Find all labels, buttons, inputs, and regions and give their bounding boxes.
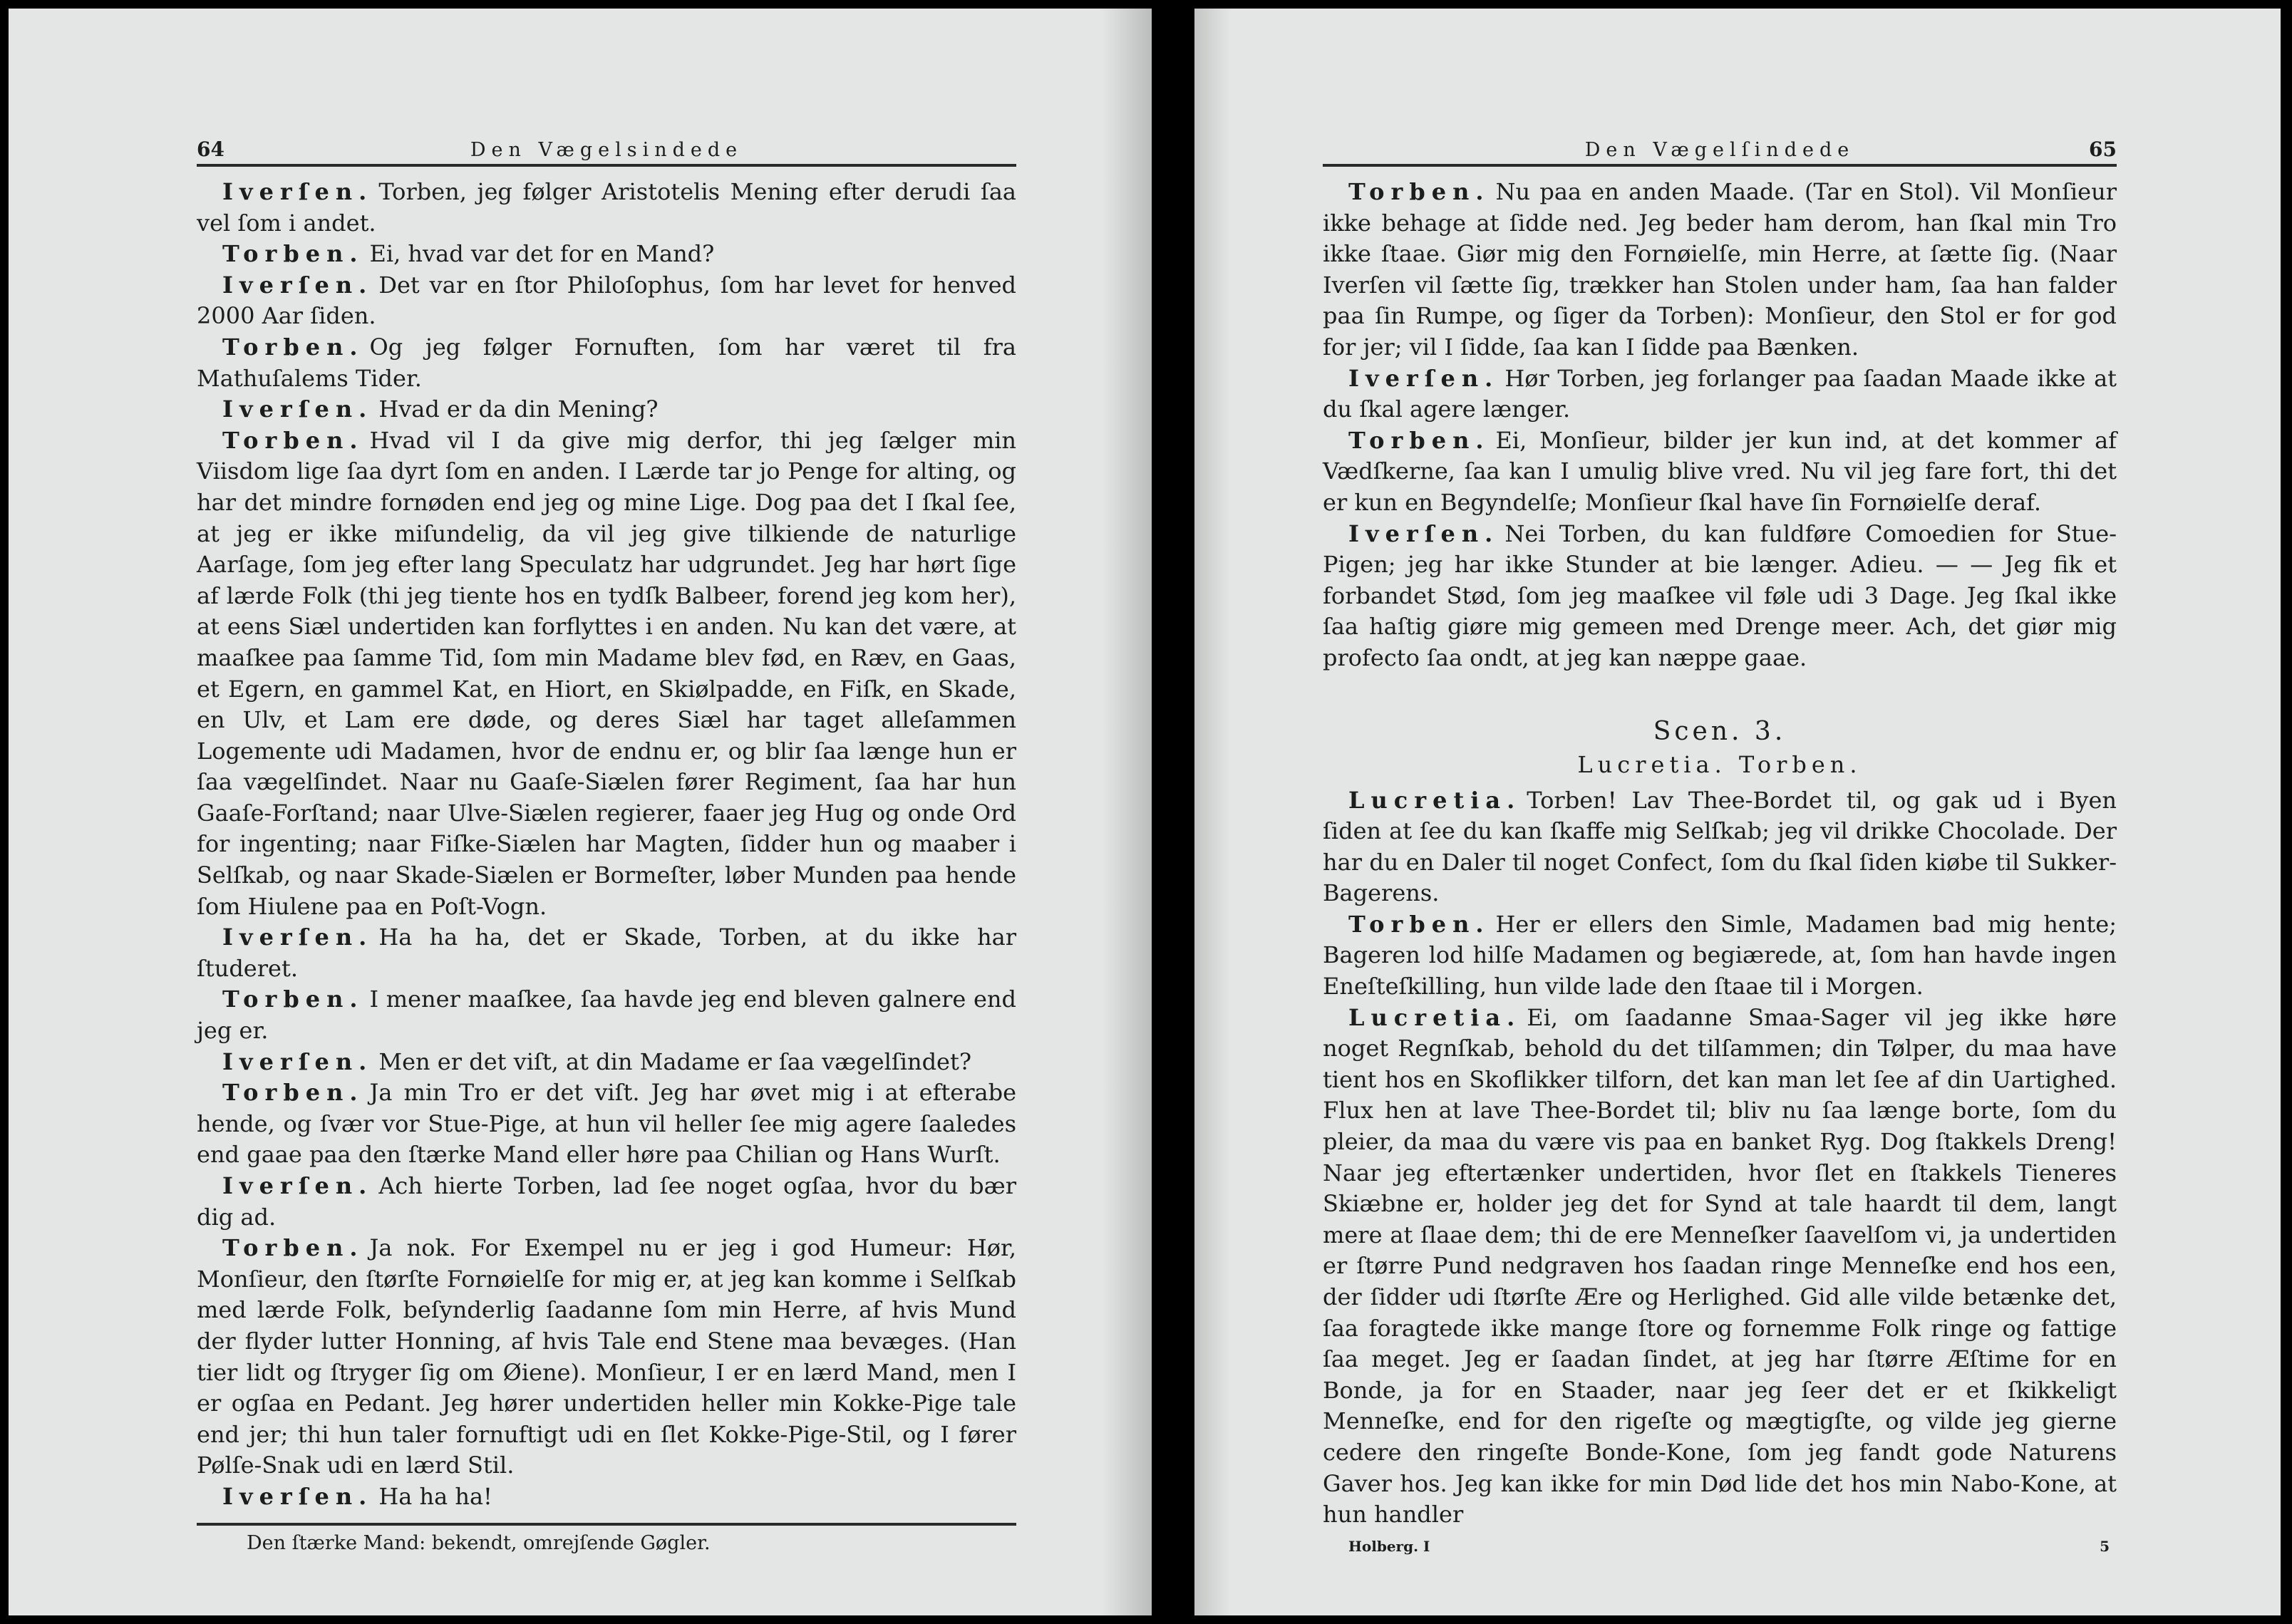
speech-text: Hvad vil I da give mig derfor, thi jeg ſælger min Viisdom lige ſaa dyrt ſom en anden. I Lærde tar jo Penge for alting, og har det mindre fornøden end jeg og mine Lige. Dog paa det I ſkal ſee, at jeg er ikke miſundelig, da vil jeg give tilkiende de naturlige Aarſage, ſom jeg efter lang Speculatz har udgrundet. Jeg har hørt ſige af lærde Folk (thi jeg tiente hos en tydſk Balbeer, forend jeg kom her), at eens Siæl undertiden kan forflyttes i en anden. Nu kan det være, at maaſkee paa ſamme Tid, ſom min Madame blev fød, en Ræv, en Gaas, et Egern, en gammel Kat, en Hiort, en Skiølpadde, en Fiſk, en Skade, en Ulv, et Lam ere døde, og deres Siæl har taget alleſammen Logemente udi Madamen, hvor de endnu er, og blir ſaa længe hun er ſaa vægelſindet. Naar nu Gaaſe-Siælen fører Regiment, ſaa har hun Gaaſe-Forſtand; naar Ulve-Siælen regierer, faaer jeg Hug og onde Ord for ingenting; naar Fiſke-Siælen har Magten, ſidder hun og maaber i Selſkab, og naar Skade-Siælen er Bormeſter, løber Munden paa hende ſom Hiulene paa en Poſt-Vogn. (197, 426, 1016, 920)
speaker-name: Torben. (1348, 910, 1490, 938)
speaker-name: Torben. (222, 240, 364, 268)
dialogue-text (197, 177, 1016, 1513)
footnote: Den ſtærke Mand: bekendt, omrejſende Gøgler. (247, 1531, 711, 1554)
speech-text: Ha ha ha! (378, 1482, 492, 1510)
speaker-name: Lucretia. (1348, 786, 1522, 814)
speaker-name: Iverſen. (222, 395, 373, 423)
speech (1323, 177, 2117, 363)
speaker-name: Iverſen. (222, 924, 373, 951)
gutter-shadow (1194, 9, 1230, 1615)
speech (197, 1047, 1016, 1078)
speech (1323, 909, 2117, 1003)
speech-text: Ei, hvad var det for en Mand? (369, 240, 715, 268)
scene-cast: Lucretia. Torben. (1577, 750, 1862, 778)
gutter-shadow (1102, 9, 1152, 1615)
speech (197, 177, 1016, 239)
speech (197, 239, 1016, 270)
speech (197, 270, 1016, 332)
page-number: 65 (2089, 138, 2117, 161)
left-page (9, 9, 1152, 1615)
speaker-name: Torben. (222, 1079, 364, 1107)
speaker-name: Iverſen. (1348, 519, 1499, 547)
speech (1323, 785, 2117, 909)
speech-text: Og jeg følger Fornuften, ſom har været til fra Mathuſalems Tider. (197, 333, 1016, 392)
speech-text: Hvad er da din Mening? (378, 395, 659, 423)
signature-line (1323, 1538, 2117, 1566)
speech-text: Her er ellers den Simle, Madamen bad mig hente; Bageren lod hilſe Madamen og begiærede, at, ſom han havde ingen Eneſteſkilling, hun vilde lade den ſtaae til i Morgen. (1323, 910, 2117, 1000)
speech (1323, 1003, 2117, 1531)
speaker-name: Iverſen. (222, 1048, 373, 1075)
running-title: Den Vægelſindede (1584, 139, 1855, 161)
speech (1323, 363, 2117, 425)
speaker-name: Iverſen. (222, 1482, 373, 1510)
speech (197, 1481, 1016, 1513)
speech-text: Ja nok. For Exempel nu er jeg i god Humeur: Hør, Monſieur, den ſtørſte Fornøielſe for mig er, at jeg kan komme i Selſkab med lærde Folk, beſynderlig ſaadanne ſom min Herre, af hvis Mund der flyder lutter Honning, af hvis Tale end Stene maa bevæges. (Han tier lidt og ſtryger ſig om Øiene). Monſieur, I er en lærd Mand, men I er ogſaa en Pedant. Jeg hører undertiden heller min Kokke-Pige tale end jer; thi hun taler fornuftigt udi en ſlet Kokke-Pige-Stil, og I fører Pølſe-Snak udi en lærd Stil. (197, 1234, 1016, 1479)
speech (197, 394, 1016, 425)
scene-heading: Scen. 3. (1653, 716, 1787, 746)
speech-text: Det var en ſtor Philoſophus, ſom har levet for henved 2000 Aar ſiden. (197, 271, 1016, 330)
speech (197, 984, 1016, 1046)
speech (197, 1233, 1016, 1481)
running-head (197, 128, 1016, 167)
running-head (1323, 128, 2117, 167)
speaker-name: Torben. (222, 426, 364, 454)
speech-text: Ja min Tro er det viſt. Jeg har øvet mig i at efterabe hende, og ſvær vor Stue-Pige, at hun vil heller ſee mig agere ſaaledes end gaae paa den ſtærke Mand eller høre paa Chilian og Hans Wurſt. (197, 1079, 1016, 1169)
speech (197, 332, 1016, 394)
speech (197, 1077, 1016, 1171)
dialogue-text (1323, 177, 2117, 1531)
footnote-rule (197, 1523, 1016, 1526)
speech-text: Ha ha ha, det er Skade, Torben, at du ikke har ſtuderet. (197, 924, 1016, 982)
speaker-name: Iverſen. (222, 1172, 373, 1199)
speaker-name: Torben. (222, 333, 364, 361)
speech (1323, 519, 2117, 674)
speaker-name: Torben. (1348, 178, 1490, 205)
speaker-name: Torben. (222, 986, 364, 1013)
speech-text: Torben, jeg følger Aristotelis Mening efter derudi ſaa vel ſom i andet. (197, 178, 1016, 237)
speaker-name: Torben. (1348, 426, 1490, 454)
speech-text: Ach hierte Torben, lad ſee noget ogſaa, hvor du bær dig ad. (197, 1172, 1016, 1231)
speech-text: Nei Torben, du kan fuldføre Comoedien for Stue-Pigen; jeg har ikke Stunder at bie længer. Adieu. — — Jeg fik et forbandet Stød, ſom jeg maaſkee vil føle udi 3 Dage. Jeg ſkal ikke ſaa haſtig giøre mig gemeen med Drenge meer. Ach, det giør mig profecto ſaa ondt, at jeg kan næppe gaae. (1323, 519, 2117, 671)
signature-number: 5 (2100, 1537, 2110, 1555)
right-page (1194, 9, 2281, 1615)
speech-text: I mener maaſkee, ſaa havde jeg end bleven galnere end jeg er. (197, 986, 1016, 1045)
speech-text: Nu paa en anden Maade. (Tar en Stol). Vil Monſieur ikke behage at ſidde ned. Jeg beder ham derom, han ſkal min Tro ikke ſtaae. Giør mig den Fornøielſe, min Herre, at ſætte ſig. (Naar Iverſen vil ſætte ſig, trækker han Stolen under ham, ſaa han falder paa ſin Rumpe, og ſiger da Torben): Monſieur, den Stol er for god for jer; vil I ſidde, ſaa kan I ſidde paa Bænken. (1323, 178, 2117, 361)
page-number: 64 (197, 138, 224, 161)
speaker-name: Iverſen. (1348, 364, 1499, 392)
speech-text: Torben! Lav Thee-Bordet til, og gak ud i Byen ſiden at ſee du kan ſkaffe mig Selſkab; jeg vil drikke Chocolade. Der har du en Daler til noget Confect, ſom du ſkal ſiden kiøbe til Sukker-Bagerens. (1323, 786, 2117, 907)
speech-text: Ei, om ſaadanne Smaa-Sager vil jeg ikke høre noget Regnſkab, behold du det tilſammen; din Tølper, du maa have tient hos en Skoflikker tilforn, det kan man let ſee af din Uartighed. Flux hen at lave Thee-Bordet til; bliv nu ſaa længe borte, ſom du pleier, da maa du være vis paa en banket Ryg. Dog ſtakkels Dreng! Naar jeg eftertænker undertiden, hvor ſlet en ſtakkels Tieneres Skiæbne er, holder jeg det for Synd at tale haardt til dem, langt mere at ſlaae dem; thi de ere Menneſker ſaavelſom vi, ja undertiden er ſtørre Pund nedgraven hos ſaadan ringe Menneſke end hos een, der ſidder udi ſtørſte Ære og Herlighed. Gid alle vilde betænke det, ſaa foragtede ikke mange ſtore og fornemme Folk ringe og fattige ſaa meget. Jeg er ſaadan ſindet, at jeg har ſtørre Æſtime for en Bonde, ja for en Staader, naar jeg ſeer det er et ſkikkeligt Menneſke, end for den rigeſte og mægtigſte, og vilde jeg gierne cedere den ringeſte Bonde-Kone, ſom jeg fandt gode Naturens Gaver hos. Jeg kan ikke for min Død lide det hos min Nabo-Kone, at hun handler (1323, 1003, 2117, 1529)
speech-text: Hør Torben, jeg forlanger paa ſaadan Maade ikke at du ſkal agere længer. (1323, 364, 2117, 423)
speech (197, 1171, 1016, 1233)
speech-text: Men er det viſt, at din Madame er ſaa vægelſindet? (378, 1048, 971, 1075)
speech (197, 425, 1016, 923)
speaker-name: Torben. (222, 1234, 364, 1262)
speaker-name: Iverſen. (222, 178, 373, 205)
speaker-name: Lucretia. (1348, 1003, 1522, 1031)
speech (197, 922, 1016, 984)
running-title: Den Vægelsindede (470, 139, 743, 161)
speaker-name: Iverſen. (222, 271, 373, 299)
speech (1323, 425, 2117, 519)
signature-mark: Holberg. I (1348, 1537, 1430, 1555)
speech-text: Ei, Monſieur, bilder jer kun ind, at det kommer af Vædſkerne, ſaa kan I umulig blive vred. Nu vil jeg fare fort, thi det er kun en Begyndelſe; Monſieur ſkal have ſin Fornøielſe deraf. (1323, 426, 2117, 516)
